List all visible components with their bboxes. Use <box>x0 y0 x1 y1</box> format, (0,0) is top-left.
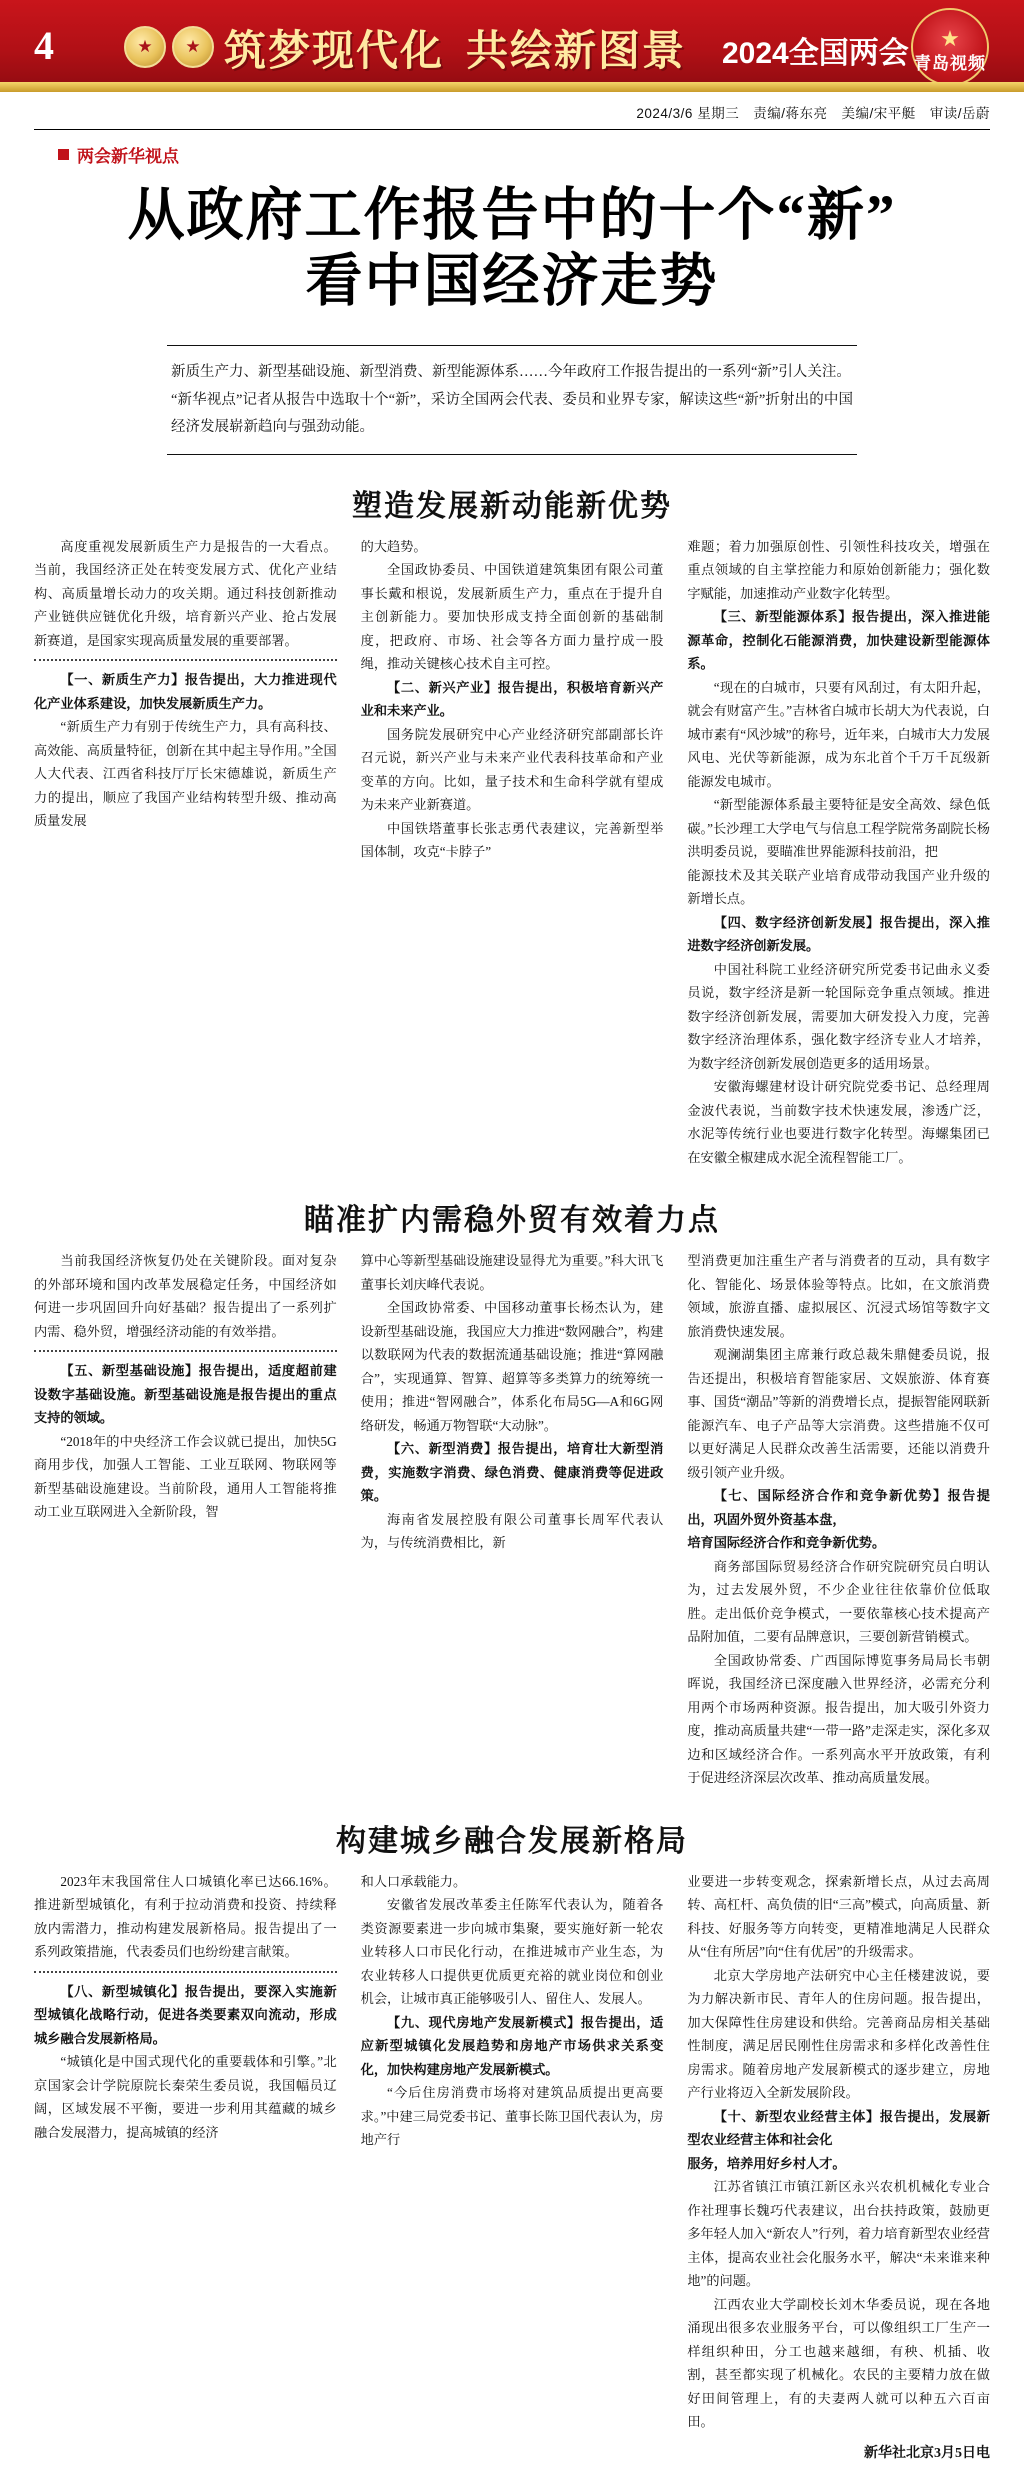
dateline-designer: 美编/宋平艇 <box>841 106 916 121</box>
article-paragraph: 江苏省镇江市镇江新区永兴农机机械化专业合作社理事长魏巧代表建议，出台扶持政策，鼓励更多年轻人加入“新农人”行列，着力培育新型农业经营主体，提高农业社会化服务水平，解决“未来谁来种地”的问题。 <box>687 2179 990 2289</box>
article-subhead-paragraph: 【四、数字经济创新发展】报告提出，深入推进数字经济创新发展。 <box>687 914 990 954</box>
square-bullet-icon <box>58 149 69 160</box>
article-paragraph: “今后住房消费市场将对建筑品质提出更高要求。”中建三局党委书记、董事长陈卫国代表认为，房地产行 <box>360 2085 664 2148</box>
emblem-group <box>124 26 214 68</box>
article-column <box>687 1249 990 1790</box>
article-paragraph: 高度重视发展新质生产力是报告的一大看点。当前，我国经济正处在转变发展方式、优化产业结构、高质量增长动力的攻关期。通过科技创新推动产业链供应链优化升级，培育新兴产业、抢占发展新赛道，是国家实现高质量发展的重要部署。 <box>34 538 337 648</box>
masthead-subtitle: 2024全国两会 <box>722 37 909 70</box>
headline-line-1: 从政府工作报告中的十个“新” <box>127 184 897 247</box>
article-subhead-paragraph: 【八、新型城镇化】报告提出，要深入实施新型城镇化战略行动，促进各类要素双向流动，形成城乡融合发展新格局。 <box>34 1983 337 2046</box>
article-paragraph: 中国铁塔董事长张志勇代表建议，完善新型举国体制，攻克“卡脖子” <box>360 820 664 860</box>
article-paragraph: 观澜湖集团主席兼行政总裁朱鼎健委员说，报告还提出，积极培育智能家居、文娱旅游、体育赛事、国货“潮品”等新的消费增长点，提振智能网联新能源汽车、电子产品等大宗消费。这些措施不仅可以更好满足人民群众改善生活需要，还能以消费升级引领产业升级。 <box>687 1347 990 1480</box>
article-paragraph: 全国政协常委、广西国际博览事务局局长韦朝晖说，我国经济已深度融入世界经济，必需充分利用两个市场两种资源。报告提出，加大吸引外资力度，推动高质量共建“一带一路”走深走实，深化多双边和区域经济合作。一系列高水平开放政策，有利于促进经济深层次改革、推动高质量发展。 <box>687 1652 990 1786</box>
section-heading: 瞄准扩内需稳外贸有效着力点 <box>304 1204 720 1238</box>
dotted-divider <box>34 659 337 661</box>
article-paragraph: 江西农业大学副校长刘木华委员说，现在各地涌现出很多农业服务平台，可以像组织工厂生产一样组织种田，分工也越来越细，有秧、机插、收割，甚至都实现了机械化。农民的主要精力放在做好田间管理上，有的夫妻两人就可以种五六百亩田。 <box>687 2296 990 2430</box>
section-columns <box>34 535 990 1170</box>
article-subhead-paragraph: 【六、新型消费】报告提出，培育壮大新型消费，实施数字消费、绿色消费、健康消费等促进政策。 <box>360 1441 664 1504</box>
article-paragraph: 海南省发展控股有限公司董事长周军代表认为，与传统消费相比，新 <box>360 1511 664 1551</box>
article-column <box>361 1249 664 1790</box>
article-paragraph: 难题；着力加强原创性、引领性科技攻关，增强在重点领域的自主掌控能力和原始创新能力；强化数字赋能，加速推动产业数字化转型。 <box>687 538 990 601</box>
article-paragraph: “新型能源体系最主要特征是安全高效、绿色低碳。”长沙理工大学电气与信息工程学院常务副院长杨洪明委员说，要瞄准世界能源科技前沿，把 <box>687 797 990 860</box>
article-paragraph: 算中心等新型基础设施建设显得尤为重要。”科大讯飞董事长刘庆峰代表说。 <box>360 1253 664 1292</box>
lede-paragraph: 新质生产力、新型基础设施、新型消费、新型能源体系……今年政府工作报告提出的一系列“新”引人关注。 <box>171 364 851 381</box>
article-subhead-paragraph: 培育国际经济合作和竞争新优势。 <box>687 1535 886 1551</box>
article-subhead-paragraph: 服务，培养用好乡村人才。 <box>687 2155 846 2171</box>
article-lede <box>167 345 857 454</box>
article-paragraph: 安徽省发展改革委主任陈军代表认为，随着各类资源要素进一步向城市集聚，要实施好新一轮农业转移人口市民化行动，在推进城市产业生态，为农业转移人口提供更优质更充裕的就业岗位和创业机会，让城市真正能够吸引人、留住人、发展人。 <box>360 1897 664 2007</box>
masthead-title <box>224 18 686 78</box>
article-column <box>361 535 664 1170</box>
dateline <box>34 92 990 130</box>
publication-logo-text: 青岛视频 <box>914 54 986 73</box>
article-column <box>687 1870 990 2467</box>
article-paragraph: 安徽海螺建材设计研究院党委书记、总经理周金波代表说，当前数字技术快速发展，渗透广泛，水泥等传统行业也要进行数字化转型。海螺集团已在安徽全椒建成水泥全流程智能工厂。 <box>687 1079 990 1165</box>
article-subhead-paragraph: 【一、新质生产力】报告提出，大力推进现代化产业体系建设，加快发展新质生产力。 <box>34 672 337 711</box>
national-emblem-icon <box>124 26 166 68</box>
section-columns <box>34 1870 990 2467</box>
article-column <box>34 1249 337 1790</box>
article-paragraph: 北京大学房地产法研究中心主任楼建波说，要为力解决新市民、青年人的住房问题。报告提出，加大保障性住房建设和供给。完善商品房相关基础性制度，满足居民刚性住房需求和多样化改善性住房需求。随着房地产发展新模式的逐步建立，房地产行业将迈入全新发展阶段。 <box>687 1967 990 2101</box>
article-subhead-paragraph: 【三、新型能源体系】报告提出，深入推进能源革命，控制化石能源消费，加快建设新型能源体系。 <box>687 609 990 672</box>
article-signoff: 新华社北京3月5日电 <box>863 2445 990 2461</box>
article-headline <box>0 183 1024 315</box>
article-body <box>0 481 1024 2467</box>
article-paragraph: 商务部国际贸易经济合作研究院研究员白明认为，过去发展外贸，不少企业往往依靠价位低取胜。走出低价竞争模式，一要依靠核心技术提高产品附加值，二要有品牌意识，三要创新营销模式。 <box>687 1558 990 1645</box>
article-subhead-paragraph: 【十、新型农业经营主体】报告提出，发展新型农业经营主体和社会化 <box>687 2108 990 2148</box>
article-paragraph: “城镇化是中国式现代化的重要载体和引擎。”北京国家会计学院原院长秦荣生委员说，我国幅员辽阔，区域发展不平衡，要进一步利用其蕴藏的城乡融合发展潜力，提高城镇的经济 <box>34 2054 337 2140</box>
article-paragraph: “现在的白城市，只要有风刮过，有太阳升起，就会有财富产生。”吉林省白城市长胡大为代表说，白城市素有“风沙城”的称号，近年来，白城市大力发展风电、光伏等新能源，成为东北首个千万千瓦级新能源发电城市。 <box>687 679 990 789</box>
section-heading: 构建城乡融合发展新格局 <box>336 1824 688 1858</box>
article-paragraph: 的大趋势。 <box>360 538 427 554</box>
dateline-date: 2024/3/6 星期三 <box>636 106 740 121</box>
dotted-divider <box>34 1350 337 1352</box>
section-kicker-label: 两会新华视点 <box>77 147 179 166</box>
article-subhead-paragraph: 【二、新兴产业】报告提出，积极培育新兴产业和未来产业。 <box>360 679 664 719</box>
star-seal-icon <box>911 8 989 86</box>
dateline-proofreader: 审读/岳蔚 <box>929 106 990 121</box>
article-paragraph: 型消费更加注重生产者与消费者的互动，具有数字化、智能化、场景体验等特点。比如，在文旅消费领域，旅游直播、虚拟展区、沉浸式场馆等数字文旅消费快速发展。 <box>687 1253 990 1339</box>
dateline-text <box>636 102 990 122</box>
article-column <box>34 535 337 1170</box>
masthead-banner <box>0 0 1024 92</box>
article-subhead-paragraph: 【九、现代房地产发展新模式】报告提出，适应新型城镇化发展趋势和房地产市场供求关系变化，加快构建房地产发展新模式。 <box>360 2014 664 2077</box>
article-column <box>34 1870 337 2467</box>
article-paragraph: 和人口承载能力。 <box>360 1873 467 1889</box>
page-number: 4 <box>34 23 54 68</box>
article-paragraph: 当前我国经济恢复仍处在关键阶段。面对复杂的外部环境和国内改革发展稳定任务，中国经济如何进一步巩固回升向好基础？报告提出了一系列扩内需、稳外贸，增强经济动能的有效举措。 <box>34 1253 337 1339</box>
lede-paragraph: “新华视点”记者从报告中选取十个“新”，采访全国两会代表、委员和业界专家，解读这些“新”折射出的中国经济发展崭新趋向与强劲动能。 <box>171 392 853 435</box>
article-paragraph: 全国政协委员、中国铁道建筑集团有限公司董事长戴和根说，发展新质生产力，重点在于提升自主创新能力。要加快形成支持全面创新的基础制度，把政府、市场、社会等各方面力量拧成一股绳，推动关键核心技术自主可控。 <box>360 562 664 672</box>
article-paragraph: “新质生产力有别于传统生产力，具有高科技、高效能、高质量特征，创新在其中起主导作用。”全国人大代表、江西省科技厅厅长宋德雄说，新质生产力的提出，顺应了我国产业结构转型升级、推动高质量发展 <box>34 719 337 829</box>
article-subhead-paragraph: 【七、国际经济合作和竞争新优势】报告提出，巩固外贸外资基本盘， <box>687 1488 990 1527</box>
article-paragraph: 国务院发展研究中心产业经济研究部副部长许召元说，新兴产业与未来产业代表科技革命和产业变革的方向。比如，量子技术和生命科学就有望成为未来产业新赛道。 <box>360 726 664 813</box>
masthead-title-right: 共绘新图景 <box>466 29 687 75</box>
article-paragraph: 全国政协常委、中国移动董事长杨杰认为，建设新型基础设施，我国应大力推进“数网融合”，构建以数联网为代表的数据流通基础设施；推进“算网融合”，实现通算、智算、超算等多类算力的统筹统一使用；推进“智网融合”，体系化布局5G—A和6G网络研发，畅通万物智联“大动脉”。 <box>360 1300 664 1433</box>
article-paragraph: 业要进一步转变观念，探索新增长点，从过去高周转、高杠杆、高负债的旧“三高”模式，向高质量、新科技、好服务等方向转变，更精准地满足人民群众从“住有所居”向“住有优居”的升级需求。 <box>687 1873 990 1960</box>
cppcc-emblem-icon <box>172 26 214 68</box>
section-columns <box>34 1249 990 1790</box>
publication-logo <box>894 14 1006 76</box>
article-subhead-paragraph: 【五、新型基础设施】报告提出，适度超前建设数字基础设施。新型基础设施是报告提出的重点支持的领域。 <box>34 1363 337 1426</box>
headline-line-2: 看中国经济走势 <box>305 250 719 314</box>
dateline-editor: 责编/蒋东亮 <box>753 106 828 121</box>
article-paragraph: 能源技术及其关联产业培育成带动我国产业升级的新增长点。 <box>687 867 990 907</box>
section-heading: 塑造发展新动能新优势 <box>352 489 672 523</box>
article-paragraph: 2023年末我国常住人口城镇化率已达66.16%。推进新型城镇化，有利于拉动消费和投资、持续释放内需潜力，推动构建发展新格局。报告提出了一系列政策措施，代表委员们也纷纷建言献策。 <box>34 1873 337 1960</box>
article-column <box>361 1870 664 2467</box>
section-kicker <box>58 142 1024 167</box>
article-paragraph: 中国社科院工业经济研究所党委书记曲永义委员说，数字经济是新一轮国际竞争重点领域。推进数字经济创新发展，需要加大研发投入力度，完善数字经济治理体系，强化数字经济专业人才培养，为数字经济创新发展创造更多的适用场景。 <box>687 961 990 1071</box>
article-paragraph: “2018年的中央经济工作会议就已提出，加快5G商用步伐，加强人工智能、工业互联网、物联网等新型基础设施建设。当前阶段，通用人工智能将推动工业互联网进入全新阶段，智 <box>34 1433 337 1520</box>
article-column <box>687 535 990 1170</box>
masthead-title-left: 筑梦现代化 <box>224 29 445 75</box>
dotted-divider <box>34 1971 337 1973</box>
